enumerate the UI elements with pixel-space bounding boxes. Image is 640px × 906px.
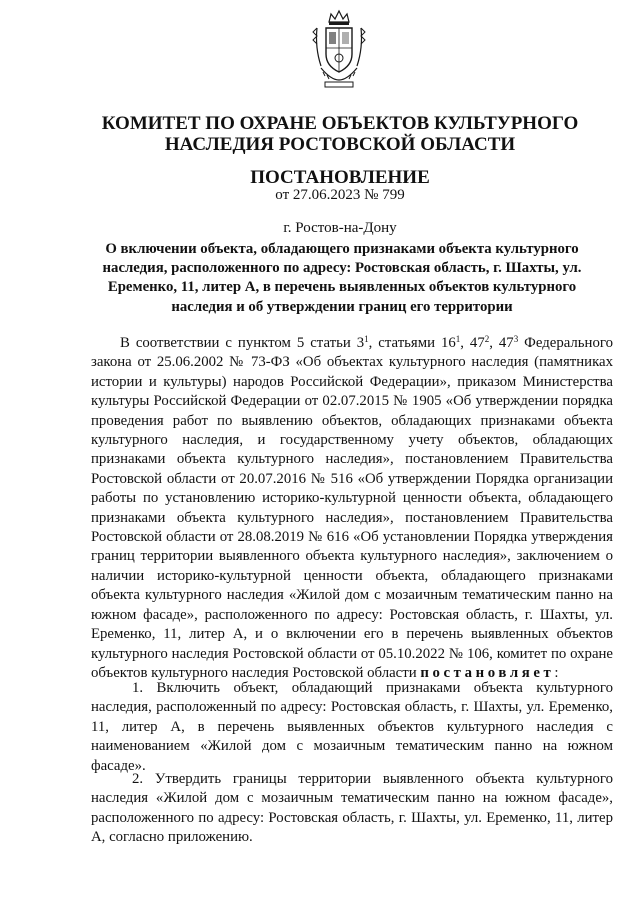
decree-colon: : <box>554 664 559 681</box>
document-date-number: от 27.06.2023 № 799 <box>275 187 405 203</box>
decree-item-1: 1. Включить объект, обладающий признаками объекта культурного наследия, расположенный по адресу: Ростовская область, г. Шахты, ул. Еременко, 11, литер А, в перечень выявленных объектов культурного наследия с наименованием «Жилой дом с мозаичным тематическим панно на южном фасаде». <box>91 680 613 774</box>
document-title: О включении объекта, обладающего признаками объекта культурного наследия, расположенного по адресу: Ростовская область, г. Шахты, ул. Еременко, 11, литер А, в перечень выявленных объектов культурного наследия и об утверждении границ его территории <box>102 241 582 315</box>
superscript: 2 <box>484 334 490 344</box>
decree-item-2: 2. Утвердить границы территории выявленного объекта культурного наследия «Жилой дом с мозаичным тематическим панно на южном фасаде», расположенного по адресу: Ростовская область, г. Шахты, ул. Еременко, 11, литер А, согласно приложению. <box>91 771 613 846</box>
preamble-text-2: , статьями 16 <box>368 335 456 351</box>
decree-word: постановляет <box>420 664 555 681</box>
organization-name <box>90 113 590 155</box>
document-type: ПОСТАНОВЛЕНИЕ <box>250 167 430 188</box>
preamble-text-1: В соответствии с пунктом 5 статьи 3 <box>120 335 365 351</box>
organization-line-2: НАСЛЕДИЯ РОСТОВСКОЙ ОБЛАСТИ <box>164 134 516 155</box>
preamble-text-5: Федерального закона от 25.06.2002 № 73-ФЗ «Об объектах культурного наследия (памятниках истории и культуры) народов Российской Федерации», приказом Министерства культуры Российской Федерации от 02.07.2015 № 1905 «Об утверждении порядка проведения работ по выявлению объектов, обладающих признаками объекта культурного наследия, и государственному учету объектов, обладающих признаками объекта культурного наследия», постановлением Правительства Ростовской области от 20.07.2016 № 516 «Об утверждении Порядка организации работы по установлению историко-культурной ценности объекта, обладающего признаками объекта культурного наследия», постановлением Правительства Ростовской области от 28.08.2019 № 616 «Об установлении Порядка утверждения границ территории выявленного объекта культурного наследия», заключением о наличии историко-культурной ценности объекта, обладающего признаками объекта культурного наследия «Жилой дом с мозаичным тематическим панно на южном фасаде», расположенного по адресу: Ростовская область, г. Шахты, ул. Еременко, 11, литер А, и о включении его в перечень выявленных объектов культурного наследия Ростовской области от 05.10.2022 № 106, комитет по охране объектов культурного наследия Ростовской области <box>91 335 613 681</box>
rostov-oblast-coat-of-arms-icon <box>311 8 367 90</box>
superscript: 1 <box>455 334 461 344</box>
preamble-text-4: , 47 <box>489 335 514 351</box>
preamble-text-3: , 47 <box>460 335 485 351</box>
organization-line-1: КОМИТЕТ ПО ОХРАНЕ ОБЪЕКТОВ КУЛЬТУРНОГО <box>101 113 579 134</box>
document-city: г. Ростов-на-Дону <box>283 220 397 236</box>
preamble-paragraph <box>91 334 613 683</box>
superscript: 3 <box>513 334 519 344</box>
superscript: 1 <box>364 334 369 344</box>
